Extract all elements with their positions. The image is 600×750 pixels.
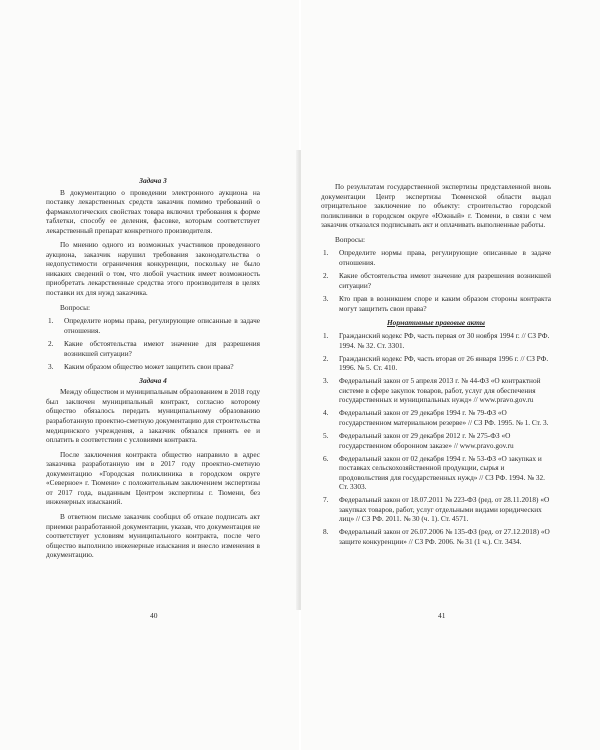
page-number-right: 41: [438, 611, 446, 620]
act-number: 5.: [323, 431, 329, 441]
act-text: Федеральный закон от 02 декабря 1994 г. № 53-ФЗ «О закупках и поставках сельскохозяйственной продукции, сырья и продовольствия для государственных нужд» // СЗ РФ. 1994. № 32. Ст. 3303.: [339, 453, 545, 492]
act-text: Федеральный закон от 29 декабря 1994 г. № 79-ФЗ «О государственном материальном резерве» // СЗ РФ. 1995. № 1. Ст. 3.: [339, 408, 549, 427]
act-item: [321, 408, 551, 427]
task3-questions-label: Вопросы:: [60, 302, 91, 312]
act-number: 6.: [323, 453, 329, 463]
act-text: Гражданский кодекс РФ, часть вторая от 26 января 1996 г. // СЗ РФ. 1996. № 5. Ст. 410.: [339, 353, 549, 373]
question-item: [46, 339, 260, 358]
question-number: 2.: [48, 339, 54, 349]
act-text: Федеральный закон от 5 апреля 2013 г. № 44-ФЗ «О контрактной системе в сфере закупок товаров, работ, услуг для обеспечения государственных и муниципальных нужд» // www.pravo.gov.ru: [339, 376, 541, 405]
act-item: [321, 527, 551, 546]
task4-paragraph-1: Между обществом и муниципальным образованием в 2018 году был заключен муниципальный контракт, согласно которому общество обязалось передать муниципальному образованию разработанную проектно-сметную документацию для строительства медицинского учреждения, а заказчик обязался принять ее и оплатить в соответствии с условиями контракта.: [46, 387, 260, 445]
act-text: Гражданский кодекс РФ, часть первая от 30 ноября 1994 г. // СЗ РФ. 1994. № 32. Ст. 3301.: [339, 331, 550, 350]
act-number: 8.: [323, 527, 329, 537]
question-number: 1.: [48, 316, 54, 326]
task4-paragraph-3: В ответном письме заказчик сообщил об отказе подписать акт приемки разработанной документации, указав, что документация не соответствует условиям муниципального контракта, после чего общество выполнило инженерные изыскания и внесло изменения в документацию.: [46, 511, 260, 560]
task4-heading: Задача 4: [139, 375, 167, 385]
act-item: [321, 331, 551, 350]
question-item: [46, 362, 260, 372]
act-number: 4.: [323, 408, 329, 418]
act-number: 7.: [323, 495, 329, 505]
right-page: [301, 0, 600, 750]
left-page: [0, 0, 299, 750]
task3-heading: Задача 3: [139, 176, 167, 185]
question-text: Кто прав в возникшем споре и каким образом стороны контракта могут защитить свои права?: [339, 294, 551, 314]
act-text: Федеральный закон от 18.07.2011 № 223-ФЗ (ред. от 28.11.2018) «О закупках товаров, работ, услуг отдельными видами юридических лиц» // СЗ РФ. 2011. № 30 (ч. 1). Ст. 4571.: [339, 495, 550, 524]
act-number: 1.: [323, 331, 329, 341]
act-text: Федеральный закон от 26.07.2006 № 135-ФЗ (ред. от 27.12.2018) «О защите конкуренции» // СЗ РФ. 2006. № 31 (1 ч.). Ст. 3434.: [339, 527, 550, 546]
act-item: [321, 454, 551, 492]
task4-questions-label: Вопросы:: [335, 234, 366, 244]
task3-questions: [46, 316, 260, 372]
question-text: Определите нормы права, регулирующие описанные в задаче отношения.: [64, 316, 260, 335]
question-text: Определите нормы права, регулирующие описанные в задаче отношения.: [339, 248, 551, 267]
question-number: 1.: [323, 248, 329, 258]
act-number: 2.: [323, 353, 329, 363]
question-item: [46, 316, 260, 335]
right-page-text: [321, 182, 551, 550]
question-text: Каким образом общество может защитить свои права?: [64, 362, 234, 372]
question-number: 2.: [323, 271, 329, 281]
question-item: [321, 271, 551, 290]
question-text: Какие обстоятельства имеют значение для разрешения возникшей ситуации?: [339, 271, 551, 290]
task4-paragraph-2: После заключения контракта общество направило в адрес заказчика разработанную им в 2017 году проектно-сметную документацию «Городская поликлиника в городском округе «Северное» г. Тюмени» с положительным заключением экспертизы от 2017 года, выданным Центром экспертизы г. Тюмени, без инженерных изысканий.: [46, 449, 260, 507]
act-number: 3.: [323, 376, 329, 386]
acts-list: [321, 331, 551, 546]
task3-paragraph-1: В документацию о проведении электронного аукциона на поставку лекарственных средств заказчик помимо требований о фармакологических свойствах товара включил требования к форме таблетки, способу ее деления, фасовке, которым соответствует лекарственный препарат конкретного производителя.: [46, 187, 260, 235]
question-item: [321, 294, 551, 313]
page-number-left: 40: [150, 611, 158, 620]
task4-continuation-paragraph: По результатам государственной экспертизы представленной вновь документации Центр экспертизы Тюменской области выдал отрицательное заключение по объекту: строительство городской поликлиники в городском округе «Южный» г. Тюмени, в связи с чем заказчик отказался подписывать акт и оплачивать выполненные работы.: [321, 182, 551, 230]
question-number: 3.: [323, 294, 329, 304]
task3-paragraph-2: По мнению одного из возможных участников проведенного аукциона, заказчик нарушил требования законодательства о недопустимости ограничения конкуренции, поскольку не было никаких сведений о том, что любой участник имеет возможность приобретать лекарственные средства этого производителя в целях поставки их для нужд заказчика.: [46, 240, 260, 298]
left-page-text: [46, 176, 260, 565]
act-text: Федеральный закон от 29 декабря 2012 г. № 275-ФЗ «О государственном оборонном заказе» // www.pravo.gov.ru: [339, 431, 514, 450]
question-item: [321, 248, 551, 267]
task4-questions: [321, 248, 551, 313]
act-item: [321, 376, 551, 405]
question-text: Какие обстоятельства имеют значение для разрешения возникшей ситуации?: [64, 339, 260, 358]
act-item: [321, 495, 551, 524]
act-item: [321, 354, 551, 373]
question-number: 3.: [48, 362, 54, 372]
act-item: [321, 431, 551, 450]
acts-heading: Нормативные правовые акты: [387, 317, 485, 327]
